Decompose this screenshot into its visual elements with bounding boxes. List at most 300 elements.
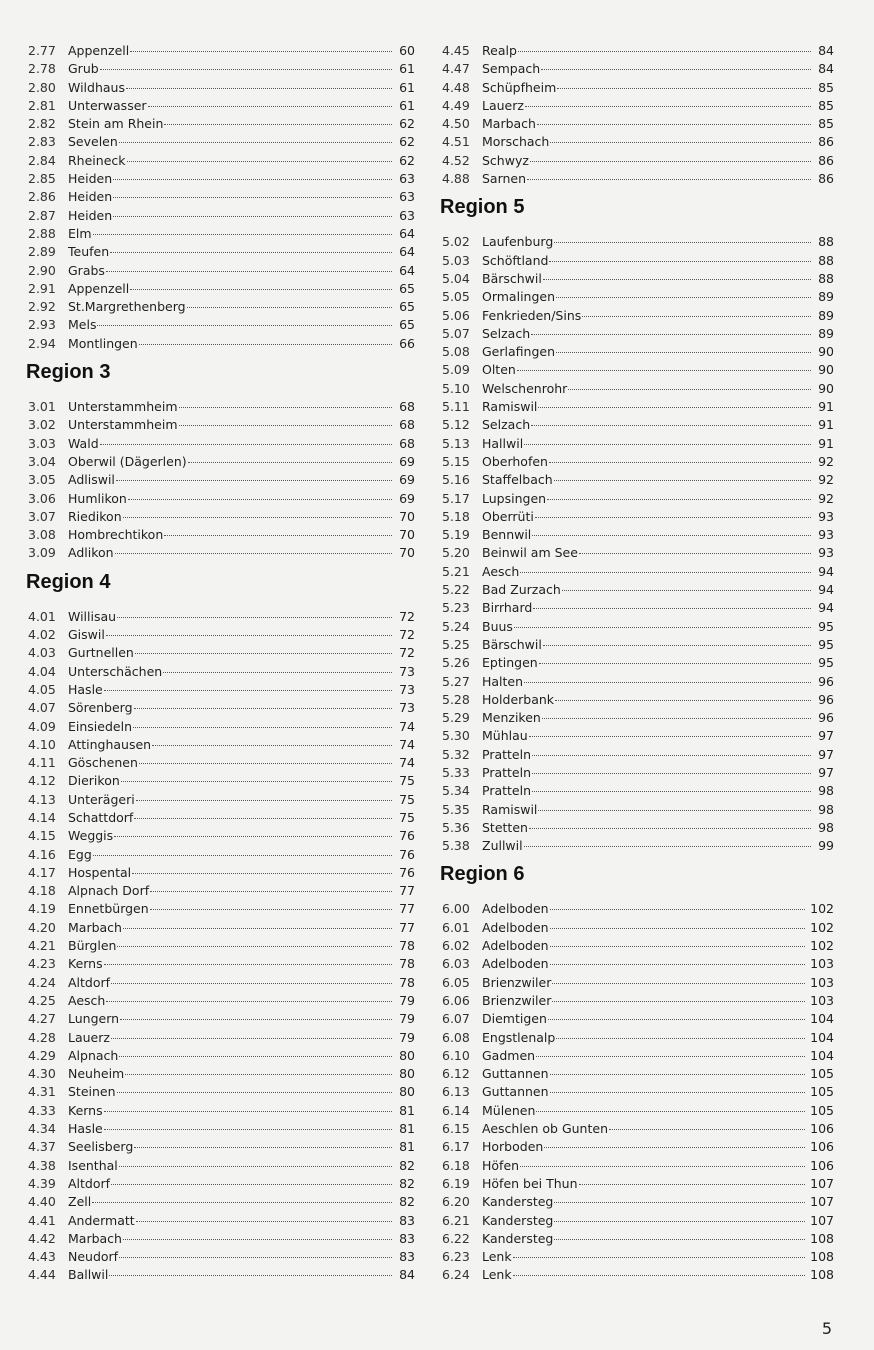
entry-number: 6.18 (442, 1157, 470, 1173)
dot-leader (106, 1001, 392, 1002)
toc-entry (28, 754, 415, 772)
entry-number: 5.07 (442, 325, 470, 341)
entry-page: 61 (399, 61, 415, 77)
entry-page: 96 (818, 691, 834, 707)
entry-page: 81 (399, 1121, 415, 1137)
entry-page: 98 (818, 801, 834, 817)
dot-leader (188, 462, 392, 463)
entry-page: 76 (399, 864, 415, 880)
toc-entry (442, 1102, 834, 1120)
entry-location: Bennwil (482, 527, 532, 543)
entry-page: 83 (399, 1230, 415, 1246)
entry-page: 97 (818, 728, 834, 744)
entry-location: Sempach (482, 61, 541, 77)
entry-number: 4.51 (442, 134, 470, 150)
entry-location: Hombrechtikon (68, 527, 164, 543)
entry-location: Bad Zurzach (482, 582, 561, 598)
entry-page: 106 (810, 1157, 834, 1173)
entry-number: 4.03 (28, 645, 56, 661)
dot-leader (115, 553, 392, 554)
toc-entry (28, 900, 415, 918)
dot-leader (548, 1019, 805, 1020)
toc-entry (442, 974, 834, 992)
entry-number: 5.34 (442, 783, 470, 799)
entry-location: Willisau (68, 608, 117, 624)
entry-page: 77 (399, 901, 415, 917)
toc-entry (442, 581, 834, 599)
dot-leader (520, 572, 811, 573)
entry-location: Ramiswil (482, 801, 538, 817)
entry-page: 72 (399, 645, 415, 661)
entry-number: 6.15 (442, 1121, 470, 1137)
toc-entry (442, 416, 834, 434)
entry-location: Stetten (482, 819, 528, 835)
entry-number: 6.12 (442, 1066, 470, 1082)
toc-entry (442, 1138, 834, 1156)
entry-location: Dierikon (68, 773, 120, 789)
entry-location: Brienzwiler (482, 974, 552, 990)
dot-leader (554, 1239, 805, 1240)
region-heading: Region 3 (26, 361, 111, 384)
toc-entry (28, 453, 415, 471)
entry-location: Zell (68, 1194, 92, 1210)
entry-location: Neudorf (68, 1249, 119, 1265)
entry-page: 65 (399, 280, 415, 296)
entry-number: 5.17 (442, 490, 470, 506)
dot-leader (542, 718, 811, 719)
entry-page: 93 (818, 545, 834, 561)
entry-number: 4.10 (28, 736, 56, 752)
entry-location: Adelboden (482, 919, 549, 935)
entry-page: 69 (399, 472, 415, 488)
entry-number: 4.12 (28, 773, 56, 789)
entry-location: Marbach (68, 919, 122, 935)
toc-entry (28, 736, 415, 754)
toc-entry (442, 1010, 834, 1028)
dot-leader (106, 271, 392, 272)
entry-number: 5.11 (442, 399, 470, 415)
dot-leader (609, 1129, 805, 1130)
entry-number: 5.35 (442, 801, 470, 817)
entry-page: 64 (399, 244, 415, 260)
toc-entry (442, 1230, 834, 1248)
dot-leader (549, 462, 811, 463)
toc-entry (28, 398, 415, 416)
entry-number: 3.04 (28, 453, 56, 469)
entry-number: 2.77 (28, 43, 56, 58)
toc-entry (442, 97, 834, 115)
toc-entry (28, 416, 415, 434)
entry-page: 89 (818, 289, 834, 305)
dot-leader (532, 755, 811, 756)
entry-number: 3.08 (28, 527, 56, 543)
entry-number: 6.21 (442, 1212, 470, 1228)
dot-leader (532, 791, 811, 792)
toc-entry (28, 1248, 415, 1266)
toc-entry (28, 1266, 415, 1284)
entry-number: 5.05 (442, 289, 470, 305)
dot-leader (550, 946, 806, 947)
dot-leader (187, 307, 392, 308)
entry-number: 5.03 (442, 252, 470, 268)
toc-entry (442, 727, 834, 745)
entry-location: Kandersteg (482, 1194, 554, 1210)
toc-entry (28, 864, 415, 882)
entry-location: Buus (482, 618, 513, 634)
entry-location: St.Margrethenberg (68, 299, 186, 315)
entry-location: Zullwil (482, 838, 523, 854)
entry-number: 4.37 (28, 1139, 56, 1155)
entry-number: 5.09 (442, 362, 470, 378)
dot-leader (513, 1257, 806, 1258)
toc-entry (442, 782, 834, 800)
dot-leader (136, 800, 392, 801)
toc-entry (28, 608, 415, 626)
entry-number: 5.16 (442, 472, 470, 488)
entry-page: 72 (399, 627, 415, 643)
entry-page: 104 (810, 1011, 834, 1027)
entry-page: 79 (399, 1011, 415, 1027)
toc-entry (28, 1102, 415, 1120)
toc-entry (442, 490, 834, 508)
entry-number: 5.25 (442, 636, 470, 652)
entry-number: 6.24 (442, 1267, 470, 1283)
entry-page: 77 (399, 883, 415, 899)
toc-entry (28, 225, 415, 243)
entry-number: 4.38 (28, 1157, 56, 1173)
entry-page: 102 (810, 938, 834, 954)
entry-number: 3.07 (28, 508, 56, 524)
entry-page: 68 (399, 399, 415, 415)
entry-number: 2.84 (28, 152, 56, 168)
dot-leader (163, 672, 392, 673)
entry-page: 72 (399, 608, 415, 624)
entry-location: Bärschwil (482, 270, 542, 286)
entry-location: Egg (68, 846, 92, 862)
entry-location: Ballwil (68, 1267, 109, 1283)
dot-leader (544, 1147, 805, 1148)
toc-entry (28, 1175, 415, 1193)
dot-leader (554, 1202, 805, 1203)
dot-leader (119, 142, 392, 143)
entry-location: Sarnen (482, 171, 527, 187)
dot-leader (127, 161, 393, 162)
dot-leader (536, 1056, 805, 1057)
entry-page: 81 (399, 1102, 415, 1118)
dot-leader (128, 499, 392, 500)
dot-leader (104, 1111, 392, 1112)
dot-leader (550, 928, 806, 929)
entry-page: 103 (810, 974, 834, 990)
entry-location: Einsiedeln (68, 718, 132, 734)
toc-entry (28, 115, 415, 133)
entry-page: 90 (818, 344, 834, 360)
entry-page: 80 (399, 1066, 415, 1082)
toc-entry (442, 526, 834, 544)
entry-number: 5.30 (442, 728, 470, 744)
entry-page: 63 (399, 171, 415, 187)
entry-number: 2.91 (28, 280, 56, 296)
dot-leader (556, 352, 811, 353)
entry-location: Kerns (68, 1102, 103, 1118)
dot-leader (554, 480, 811, 481)
entry-number: 5.29 (442, 710, 470, 726)
entry-page: 61 (399, 79, 415, 95)
entry-page: 94 (818, 582, 834, 598)
entry-location: Mühlau (482, 728, 528, 744)
dot-leader (554, 1221, 805, 1222)
toc-entry (442, 361, 834, 379)
entry-number: 4.28 (28, 1029, 56, 1045)
dot-leader (104, 690, 392, 691)
dot-leader (579, 553, 811, 554)
entry-number: 6.05 (442, 974, 470, 990)
entry-page: 73 (399, 700, 415, 716)
entry-page: 70 (399, 527, 415, 543)
entry-page: 94 (818, 600, 834, 616)
entry-page: 85 (818, 97, 834, 113)
entry-location: Steinen (68, 1084, 116, 1100)
entry-page: 97 (818, 746, 834, 762)
dot-leader (536, 1111, 805, 1112)
toc-entry (28, 772, 415, 790)
entry-location: Pratteln (482, 783, 532, 799)
toc-entry (28, 42, 415, 60)
dot-leader (111, 1184, 392, 1185)
dot-leader (113, 216, 392, 217)
entry-number: 6.20 (442, 1194, 470, 1210)
entry-number: 2.78 (28, 61, 56, 77)
entry-page: 106 (810, 1139, 834, 1155)
dot-leader (111, 1038, 392, 1039)
entry-page: 60 (399, 43, 415, 58)
dot-leader (562, 590, 811, 591)
entry-location: Schöftland (482, 252, 549, 268)
entry-page: 103 (810, 992, 834, 1008)
entry-location: Ormalingen (482, 289, 556, 305)
entry-number: 4.23 (28, 956, 56, 972)
entry-number: 5.24 (442, 618, 470, 634)
entry-page: 78 (399, 974, 415, 990)
entry-number: 5.28 (442, 691, 470, 707)
entry-number: 4.16 (28, 846, 56, 862)
dot-leader (92, 1202, 392, 1203)
toc-entry (442, 1083, 834, 1101)
entry-location: Kerns (68, 956, 103, 972)
dot-leader (123, 928, 392, 929)
entry-page: 79 (399, 992, 415, 1008)
dot-leader (555, 700, 811, 701)
dot-leader (139, 344, 392, 345)
entry-location: Pratteln (482, 746, 532, 762)
dot-leader (524, 682, 811, 683)
entry-location: Oberhofen (482, 453, 548, 469)
dot-leader (517, 370, 811, 371)
entry-page: 88 (818, 252, 834, 268)
entry-location: Grabs (68, 262, 105, 278)
toc-entry (28, 626, 415, 644)
toc-entry (28, 1029, 415, 1047)
entry-page: 76 (399, 828, 415, 844)
dot-leader (100, 69, 392, 70)
toc-entry (442, 233, 834, 251)
entry-number: 4.27 (28, 1011, 56, 1027)
toc-entry (28, 97, 415, 115)
entry-location: Montlingen (68, 335, 138, 351)
toc-entry (442, 1065, 834, 1083)
entry-number: 5.38 (442, 838, 470, 854)
entry-page: 104 (810, 1047, 834, 1063)
entry-number: 2.92 (28, 299, 56, 315)
entry-number: 5.02 (442, 234, 470, 250)
toc-entry (28, 280, 415, 298)
entry-number: 5.20 (442, 545, 470, 561)
toc-entry (28, 152, 415, 170)
entry-location: Oberwil (Dägerlen) (68, 453, 187, 469)
entry-number: 4.21 (28, 938, 56, 954)
entry-number: 5.23 (442, 600, 470, 616)
entry-location: Heiden (68, 189, 113, 205)
dot-leader (134, 818, 392, 819)
entry-page: 75 (399, 773, 415, 789)
toc-entry (442, 307, 834, 325)
dot-leader (550, 142, 811, 143)
entry-page: 78 (399, 938, 415, 954)
entry-number: 4.34 (28, 1121, 56, 1137)
dot-leader (110, 252, 392, 253)
dot-leader (104, 964, 392, 965)
toc-entry (28, 718, 415, 736)
entry-location: Heiden (68, 171, 113, 187)
dot-leader (525, 106, 811, 107)
dot-leader (518, 51, 811, 52)
entry-number: 4.14 (28, 809, 56, 825)
entry-page: 64 (399, 262, 415, 278)
entry-page: 63 (399, 189, 415, 205)
entry-number: 6.00 (442, 901, 470, 917)
entry-number: 6.06 (442, 992, 470, 1008)
entry-number: 4.48 (442, 79, 470, 95)
dot-leader (582, 316, 811, 317)
entry-location: Weggis (68, 828, 114, 844)
toc-entry (442, 900, 834, 918)
entry-page: 63 (399, 207, 415, 223)
entry-page: 62 (399, 116, 415, 132)
toc-entry (442, 636, 834, 654)
entry-location: Adelboden (482, 938, 549, 954)
entry-location: Elm (68, 225, 92, 241)
toc-entry (28, 170, 415, 188)
entry-page: 105 (810, 1102, 834, 1118)
dot-leader (121, 781, 392, 782)
entry-location: Ennetbürgen (68, 901, 149, 917)
dot-leader (125, 1074, 392, 1075)
toc-entry (442, 709, 834, 727)
dot-leader (123, 1239, 392, 1240)
entry-location: Adelboden (482, 956, 549, 972)
toc-entry (28, 809, 415, 827)
entry-page: 90 (818, 362, 834, 378)
entry-location: Horboden (482, 1139, 544, 1155)
dot-leader (150, 891, 392, 892)
entry-page: 96 (818, 673, 834, 689)
entry-location: Lupsingen (482, 490, 547, 506)
entry-location: Sörenberg (68, 700, 133, 716)
toc-entry (442, 1175, 834, 1193)
toc-entry (28, 992, 415, 1010)
dot-leader (550, 909, 806, 910)
entry-page: 86 (818, 171, 834, 187)
dot-leader (532, 773, 811, 774)
entry-page: 73 (399, 681, 415, 697)
entry-page: 82 (399, 1194, 415, 1210)
entry-page: 75 (399, 809, 415, 825)
entry-number: 3.09 (28, 545, 56, 561)
entry-location: Adelboden (482, 901, 549, 917)
entry-location: Gadmen (482, 1047, 536, 1063)
dot-leader (552, 983, 805, 984)
entry-page: 107 (810, 1212, 834, 1228)
entry-location: Diemtigen (482, 1011, 547, 1027)
dot-leader (179, 425, 393, 426)
entry-page: 61 (399, 97, 415, 113)
entry-location: Unterstammheim (68, 399, 178, 415)
entry-page: 62 (399, 152, 415, 168)
dot-leader (130, 51, 392, 52)
entry-location: Menziken (482, 710, 541, 726)
toc-entry (442, 919, 834, 937)
entry-location: Bärschwil (482, 636, 542, 652)
entry-number: 4.39 (28, 1175, 56, 1191)
entry-number: 5.18 (442, 508, 470, 524)
entry-page: 69 (399, 490, 415, 506)
entry-page: 86 (818, 134, 834, 150)
entry-location: Guttannen (482, 1084, 549, 1100)
entry-location: Bürglen (68, 938, 117, 954)
dot-leader (134, 708, 392, 709)
entry-number: 5.26 (442, 655, 470, 671)
entry-page: 105 (810, 1084, 834, 1100)
entry-page: 102 (810, 901, 834, 917)
entry-location: Lauerz (482, 97, 524, 113)
entry-page: 70 (399, 545, 415, 561)
dot-leader (139, 763, 392, 764)
entry-page: 80 (399, 1084, 415, 1100)
entry-page: 65 (399, 299, 415, 315)
entry-number: 2.90 (28, 262, 56, 278)
entry-page: 103 (810, 956, 834, 972)
toc-entry (442, 325, 834, 343)
dot-leader (126, 88, 392, 89)
entry-page: 97 (818, 764, 834, 780)
entry-location: Selzach (482, 417, 531, 433)
entry-number: 4.11 (28, 755, 56, 771)
entry-page: 81 (399, 1139, 415, 1155)
entry-location: Pratteln (482, 764, 532, 780)
toc-entry (28, 133, 415, 151)
entry-page: 107 (810, 1175, 834, 1191)
entry-number: 5.36 (442, 819, 470, 835)
entry-location: Hasle (68, 681, 103, 697)
entry-location: Attinghausen (68, 736, 152, 752)
entry-page: 84 (399, 1267, 415, 1283)
entry-page: 65 (399, 317, 415, 333)
entry-number: 4.31 (28, 1084, 56, 1100)
dot-leader (179, 407, 393, 408)
entry-location: Lenk (482, 1249, 512, 1265)
entry-page: 91 (818, 435, 834, 451)
dot-leader (114, 836, 392, 837)
